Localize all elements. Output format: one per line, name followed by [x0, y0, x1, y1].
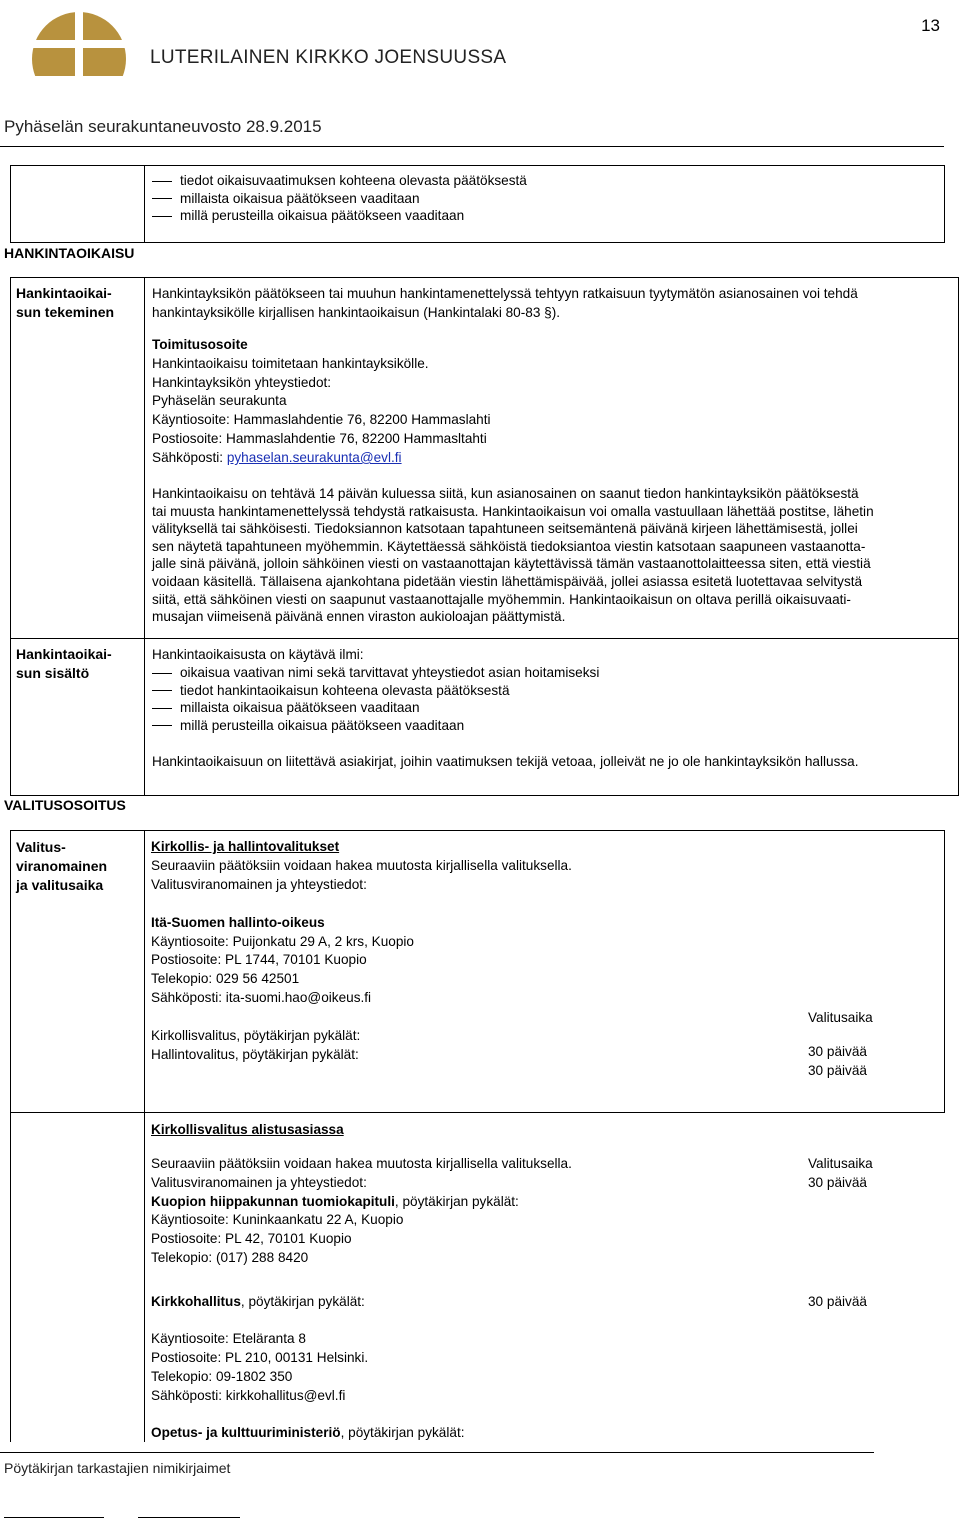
heading-kirkollisvalitus-alistusasiassa: Kirkollisvalitus alistusasiassa	[151, 1122, 344, 1137]
contact-line: Käyntiosoite: Kuninkaankatu 22 A, Kuopio	[151, 1212, 404, 1227]
label-hankintaoikaisun-sisalto: Hankintaoikai- sun sisältö	[16, 646, 112, 681]
list-item: millä perusteilla oikaisua päätökseen vaaditaan	[152, 207, 527, 225]
label-valitusviranomainen: Valitus- viranomainen ja valitusaika	[16, 839, 108, 893]
contact-line: Käyntiosoite: Eteläranta 8	[151, 1331, 306, 1346]
signature-line	[4, 1517, 104, 1518]
period-label: Valitusaika	[808, 1010, 873, 1025]
section-title-hankintaoikaisu: HANKINTAOIKAISU	[4, 245, 135, 261]
delivery-line: Hankintayksikön yhteystiedot:	[152, 375, 332, 390]
heading-kirkollis-hallintovalitukset: Kirkollis- ja hallintovalitukset	[151, 839, 340, 854]
email-link[interactable]: pyhaselan.seurakunta@evl.fi	[226, 450, 402, 465]
contact-line: Telekopio: 09-1802 350	[151, 1369, 293, 1384]
content-list	[152, 664, 599, 734]
appeal-type: Kirkollisvalitus, pöytäkirjan pykälät:	[151, 1028, 361, 1043]
label-hankintaoikaisun-tekeminen: Hankintaoikai- sun tekeminen	[16, 285, 115, 320]
block1-line: Seuraaviin päätöksiin voidaan hakea muutosta kirjallisella valituksella.	[151, 858, 572, 873]
attachments-note: Hankintaoikaisuun on liitettävä asiakirjat, joihin vaatimuksen tekijä vetoaa, jolleivät ne jo ole hankintayksikön hallussa.	[152, 754, 859, 769]
row-divider	[10, 638, 959, 639]
authority-tuomiokapituli: Kuopion hiippakunnan tuomiokapituli, pöytäkirjan pykälät:	[151, 1194, 519, 1209]
delivery-line: Käyntiosoite: Hammaslahdentie 76, 82200 Hammaslahti	[152, 412, 491, 427]
authority-opetusministerio: Opetus- ja kulttuuriministeriö, pöytäkirjan pykälät:	[151, 1425, 465, 1440]
signature-line	[138, 1517, 240, 1518]
intro-line: Hankintayksikön päätökseen tai muuhun hankintamenettelyssä tehtyyn ratkaisuun tyytymätön asianosainen voi tehdä	[152, 286, 858, 301]
email-line: Sähköposti: pyhaselan.seurakunta@evl.fi	[152, 450, 402, 465]
block1-line: Valitusviranomainen ja yhteystiedot:	[151, 877, 367, 892]
contact-line: Telekopio: 029 56 42501	[151, 971, 300, 986]
period-value: 30 päivää	[808, 1294, 867, 1309]
header-divider	[0, 146, 944, 147]
period-value: 30 päivää	[808, 1044, 867, 1059]
contact-line: Telekopio: (017) 288 8420	[151, 1250, 309, 1265]
delivery-title: Toimitusosoite	[152, 337, 248, 352]
period-value: 30 päivää	[808, 1063, 867, 1078]
organization-name: LUTERILAINEN KIRKKO JOENSUUSSA	[150, 47, 507, 68]
appeal-type: Hallintovalitus, pöytäkirjan pykälät:	[151, 1047, 359, 1062]
contact-line: Käyntiosoite: Puijonkatu 29 A, 2 krs, Kuopio	[151, 934, 414, 949]
signatures-label: Pöytäkirjan tarkastajien nimikirjaimet	[4, 1460, 231, 1476]
block2-line: Seuraaviin päätöksiin voidaan hakea muutosta kirjallisella valituksella.	[151, 1156, 572, 1171]
block2-line: Valitusviranomainen ja yhteystiedot:	[151, 1175, 367, 1190]
contact-line: Sähköposti: kirkkohallitus@evl.fi	[151, 1388, 346, 1403]
list-item: tiedot hankintaoikaisun kohteena olevasta päätöksestä	[152, 682, 599, 700]
list-item: oikaisua vaativan nimi sekä tarvittavat yhteystiedot asian hoitamiseksi	[152, 664, 599, 682]
valitus-left-border	[10, 830, 11, 1442]
list-item: millaista oikaisua päätökseen vaaditaan	[152, 699, 599, 717]
church-cross-logo	[32, 12, 126, 76]
contact-line: Postiosoite: PL 42, 70101 Kuopio	[151, 1231, 352, 1246]
section-title-valitusosoitus: VALITUSOSOITUS	[4, 797, 126, 813]
delivery-line: Pyhäselän seurakunta	[152, 393, 287, 408]
deadline-paragraph: Hankintaoikaisu on tehtävä 14 päivän kuluessa siitä, kun asianosainen on saanut tiedon hankintayksikön päätöksestä tai muusta hankintamenettelyssä tehdystä ratkaisusta. Hankintaoikaisun voi omalla vastuullaan lähettää postitse, lähetin välityksellä tai sähköisesti. Tiedoksiannon katsotaan tapahtuneen seitsemäntenä päivänä kirjeen lähettämisestä, jollei sen näytetä tapahtuneen myöhemmin. Käytettäessä sähköistä tiedoksiantoa viestin katsotaan saapuneen vastaanotta- jalle sinä päivänä, jolloin sähköinen viesti on vastaanottajan käytettävissä tämän vastaanottolaitteessa siten, että viestiä voidaan käsitellä. Tällaisena ajankohtana pidetään viestin lähettämispäivää, jollei asiassa esitetä luotettavaa selvitystä siitä, että sähköinen viesti on saapunut vastaanottajalle myöhemmin. Hankintaoikaisun on oltava perillä oikaisuvaati- musajan viimeisenä päivänä ennen viraston aukioloajan päättymistä.	[152, 486, 874, 625]
valitus-mid-border	[10, 1112, 945, 1113]
footer-divider	[0, 1452, 874, 1453]
content-intro: Hankintaoikaisusta on käytävä ilmi:	[152, 647, 364, 662]
continuation-divider	[144, 165, 145, 243]
list-item: tiedot oikaisuvaatimuksen kohteena olevasta päätöksestä	[152, 172, 527, 190]
contact-line: Sähköposti: ita-suomi.hao@oikeus.fi	[151, 990, 372, 1005]
delivery-line: Hankintaoikaisu toimitetaan hankintayksikölle.	[152, 356, 429, 371]
period-value: 30 päivää	[808, 1175, 867, 1190]
contact-line: Postiosoite: PL 1744, 70101 Kuopio	[151, 952, 367, 967]
contact-line: Postiosoite: PL 210, 00131 Helsinki.	[151, 1350, 369, 1365]
meeting-title: Pyhäselän seurakuntaneuvosto 28.9.2015	[4, 117, 322, 136]
authority-ita-suomen-hallinto-oikeus: Itä-Suomen hallinto-oikeus	[151, 915, 325, 930]
delivery-line: Postiosoite: Hammaslahdentie 76, 82200 Hammasltahti	[152, 431, 487, 446]
intro-line: hankintayksikölle kirjallisen hankintaoikaisun (Hankintalaki 80-83 §).	[152, 305, 561, 320]
valitus-divider	[144, 830, 145, 1442]
valitus-top-border	[10, 830, 945, 831]
continuation-list	[152, 172, 527, 225]
list-item: millä perusteilla oikaisua päätökseen vaaditaan	[152, 717, 599, 735]
authority-kirkkohallitus: Kirkkohallitus, pöytäkirjan pykälät:	[151, 1294, 365, 1309]
valitus-right-border	[944, 830, 945, 1112]
page-number: 13	[921, 16, 940, 35]
period-label: Valitusaika	[808, 1156, 873, 1171]
hankintaoikaisu-divider	[144, 277, 145, 796]
list-item: millaista oikaisua päätökseen vaaditaan	[152, 190, 527, 208]
